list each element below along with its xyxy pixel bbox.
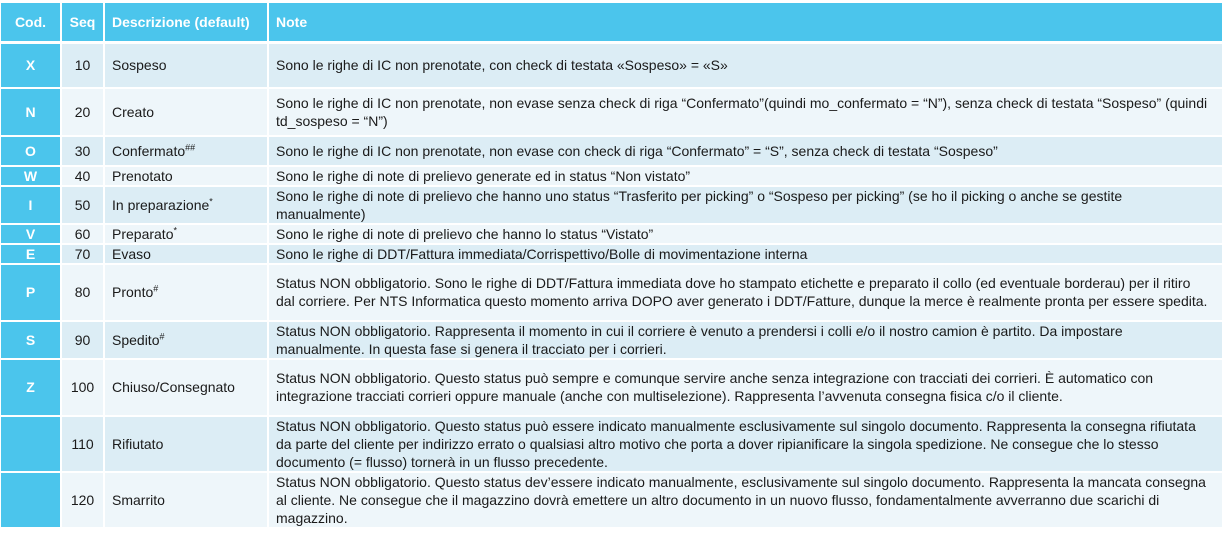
status-code: Z — [1, 359, 61, 416]
status-seq: 20 — [61, 88, 104, 136]
description-text: Rifiutato — [112, 435, 164, 452]
description-text: Smarrito — [112, 491, 165, 508]
description-text: In preparazione — [112, 196, 210, 213]
header-code: Cod. — [1, 3, 61, 43]
header-seq: Seq — [61, 3, 104, 43]
description-footnote-mark: ## — [185, 141, 196, 152]
status-note: Sono le righe di IC non prenotate, non evase senza check di riga “Confermato”(quindi mo_confermato = “N”), senza check di testata “Sospeso” (quindi td_sospeso = “N”) — [268, 88, 1223, 136]
status-seq: 100 — [61, 359, 104, 416]
status-note: Status NON obbligatorio. Questo status dev’essere indicato manualmente, esclusivamente sul singolo documento. Rappresenta la mancata consegna al cliente. Ne consegue che il magazzino dovrà emettere un altro documento in un nuovo flusso, fondamentalmente avverranno due scarichi di magazzino. — [268, 472, 1223, 528]
status-code: I — [1, 186, 61, 224]
status-seq: 50 — [61, 186, 104, 224]
status-seq: 110 — [61, 416, 104, 472]
status-note: Status NON obbligatorio. Questo status può essere indicato manualmente esclusivamente sul singolo documento. Rappresenta la consegna rifiutata da parte del cliente per indirizzo errato o qualsiasi altro motivo che porta a dover ripianificare la singola spedizione. Ne consegue che lo stesso documento (= flusso) tornerà in un flusso precedente. — [268, 416, 1223, 472]
status-description — [104, 264, 268, 321]
status-note: Status NON obbligatorio. Rappresenta il momento in cui il corriere è venuto a prendersi i colli e/o il nostro camion è partito. Da impostare manualmente. In questa fase si genera il tracciato per i corrieri. — [268, 321, 1223, 359]
table-row — [1, 186, 1223, 224]
status-code: V — [1, 224, 61, 244]
status-seq: 90 — [61, 321, 104, 359]
table-row — [1, 264, 1223, 321]
table-row — [1, 43, 1223, 88]
status-description — [104, 472, 268, 528]
status-code: O — [1, 136, 61, 166]
status-description — [104, 186, 268, 224]
status-code: W — [1, 166, 61, 186]
description-footnote-mark: * — [173, 224, 177, 235]
status-code — [1, 472, 61, 528]
description-footnote-mark: # — [159, 330, 165, 341]
status-note: Sono le righe di note di prelievo che hanno lo status “Vistato” — [268, 224, 1223, 244]
description-footnote-mark: * — [209, 195, 213, 206]
table-row — [1, 359, 1223, 416]
status-note: Sono le righe di DDT/Fattura immediata/Corrispettivo/Bolle di movimentazione interna — [268, 244, 1223, 264]
status-description — [104, 166, 268, 186]
status-seq: 70 — [61, 244, 104, 264]
header-description: Descrizione (default) — [104, 3, 268, 43]
status-description — [104, 43, 268, 88]
status-description — [104, 88, 268, 136]
status-seq: 80 — [61, 264, 104, 321]
status-code: X — [1, 43, 61, 88]
status-code: N — [1, 88, 61, 136]
table-row — [1, 416, 1223, 472]
status-seq: 10 — [61, 43, 104, 88]
description-text: Evaso — [112, 245, 151, 262]
status-note: Status NON obbligatorio. Sono le righe di DDT/Fattura immediata dove ho stampato etichette e preparato il collo (ed eventuale borderau) per il ritiro dal corriere. Per NTS Informatica questo momento arriva DOPO aver generato i DDT/Fatture, dunque la merce è realmente pronta per essere spedita. — [268, 264, 1223, 321]
table-header-row — [1, 3, 1223, 43]
description-text: Spedito — [112, 331, 160, 348]
status-description — [104, 416, 268, 472]
status-description — [104, 244, 268, 264]
description-footnote-mark: # — [153, 283, 159, 294]
description-text: Preparato — [112, 225, 174, 242]
description-text: Sospeso — [112, 57, 167, 74]
header-note: Note — [268, 3, 1223, 43]
status-description — [104, 359, 268, 416]
status-code: P — [1, 264, 61, 321]
status-description — [104, 321, 268, 359]
status-note: Sono le righe di note di prelievo che hanno uno status “Trasferito per picking” o “Sospeso per picking” (se ho il picking o anche se gestite manualmente) — [268, 186, 1223, 224]
description-text: Pronto — [112, 284, 154, 300]
table-row — [1, 224, 1223, 244]
status-seq: 40 — [61, 166, 104, 186]
status-note: Sono le righe di IC non prenotate, non evase con check di riga “Confermato” = “S”, senza check di testata “Sospeso” — [268, 136, 1223, 166]
status-note: Sono le righe di note di prelievo generate ed in status “Non vistato” — [268, 166, 1223, 186]
table-row — [1, 321, 1223, 359]
table-row — [1, 88, 1223, 136]
status-note: Sono le righe di IC non prenotate, con check di testata «Sospeso» = «S» — [268, 43, 1223, 88]
status-seq: 120 — [61, 472, 104, 528]
description-text: Confermato — [112, 142, 186, 159]
table-row — [1, 166, 1223, 186]
table-row — [1, 244, 1223, 264]
description-text: Chiuso/Consegnato — [112, 379, 235, 395]
status-seq: 60 — [61, 224, 104, 244]
table-row — [1, 472, 1223, 528]
status-code: S — [1, 321, 61, 359]
status-code: E — [1, 244, 61, 264]
description-text: Prenotato — [112, 167, 173, 184]
status-note: Status NON obbligatorio. Questo status può sempre e comunque servire anche senza integrazione con tracciati dei corrieri. È automatico con integrazione tracciati corrieri oppure manuale (anche con multiselezione). Rappresenta l’avvenuta consegna fisica c/o il cliente. — [268, 359, 1223, 416]
description-text: Creato — [112, 103, 155, 120]
status-seq: 30 — [61, 136, 104, 166]
status-code — [1, 416, 61, 472]
status-description — [104, 136, 268, 166]
table-row — [1, 136, 1223, 166]
status-description — [104, 224, 268, 244]
status-table — [1, 3, 1224, 529]
